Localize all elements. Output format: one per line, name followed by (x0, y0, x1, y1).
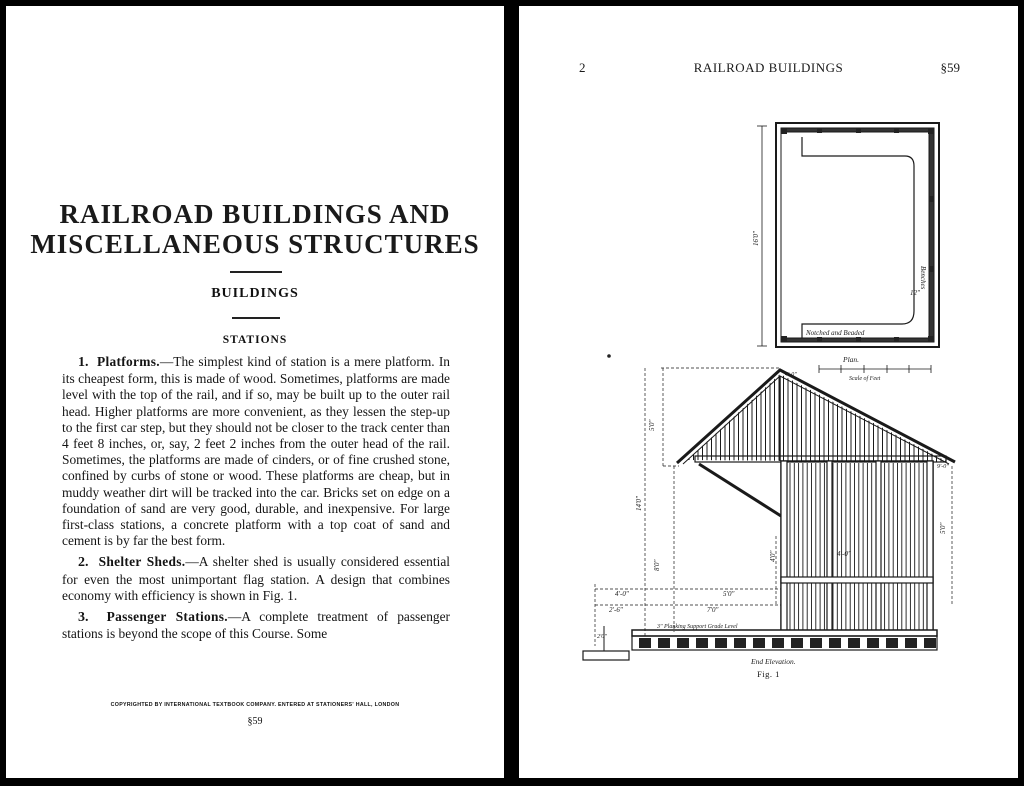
paragraph-heading: Shelter Sheds. (98, 554, 186, 570)
section-divider (232, 317, 280, 319)
document-title-line-2: MISCELLANEOUS STRUCTURES (30, 229, 480, 259)
print-dot (607, 354, 611, 358)
end-elevation (583, 366, 955, 660)
notched-label: Notched and Beaded (806, 329, 865, 337)
side-dim: 5'0" (939, 522, 947, 534)
paragraph-platforms (62, 354, 450, 549)
section-heading: BUILDINGS (211, 286, 299, 301)
overhang-dim-2: 2'-6" (609, 606, 623, 614)
paragraph-heading: Passenger Stations. (106, 609, 228, 625)
paragraph-number: 1. (78, 355, 89, 370)
folio: §59 (247, 716, 263, 727)
platform-joist (677, 638, 689, 648)
platform-joist (924, 638, 936, 648)
section-mark: §59 (940, 60, 960, 75)
platform-joist (753, 638, 765, 648)
paragraph-text: —A shelter shed is usually considered essential for even the most unimportant flag station. A design that combines economy with efficiency is shown in Fig. 1. (62, 554, 450, 603)
platform-joist (848, 638, 860, 648)
elevation-label: End Elevation. (751, 657, 796, 666)
paragraph-text: —A complete treatment of passenger stations is beyond the scope of this Course. Some (62, 609, 450, 642)
total-height-dim: 14'0" (635, 496, 643, 511)
paragraph-number: 3. (78, 610, 89, 626)
platform-joist (734, 638, 746, 648)
platform-joist (867, 638, 879, 648)
platform-joist (696, 638, 708, 648)
subsection-heading: STATIONS (222, 334, 288, 346)
platform-joist (791, 638, 803, 648)
roof-height-dim: 5'0" (648, 419, 656, 431)
copyright-notice: COPYRIGHTED BY INTERNATIONAL TEXTBOOK COMPANY. ENTERED AT STATIONERS' HALL, LONDON (110, 702, 400, 708)
left-page (6, 6, 504, 778)
ridge-dim: 4'-0" (785, 372, 797, 378)
shelter-shed-figure (519, 6, 1018, 778)
platform-joist (715, 638, 727, 648)
plan-label: Plan. (843, 355, 860, 364)
platform-joist (829, 638, 841, 648)
running-title: RAILROAD BUILDINGS (693, 60, 844, 75)
platform-joist (886, 638, 898, 648)
paragraph-number: 2. (78, 555, 89, 571)
paragraph-heading: Platforms. (97, 354, 160, 369)
panel-dim: 4'-0" (837, 550, 851, 558)
page-number: 2 (579, 60, 586, 75)
paragraph-passenger-stations (62, 609, 450, 642)
planking-label: 3" Planking Support Grade Level (657, 624, 738, 630)
document-title-line-1: RAILROAD BUILDINGS AND (59, 199, 451, 229)
platform-joist (658, 638, 670, 648)
platform-joist (905, 638, 917, 648)
overhang-dim-1: 4'-0" (615, 590, 629, 598)
body-text (62, 354, 450, 647)
scale-label: Scale of Feet (849, 376, 881, 382)
wall-height-dim: 8'0" (653, 559, 661, 571)
plan-length-dim: 16'0" (752, 231, 760, 246)
foot-dim: 2'0" (597, 634, 607, 640)
right-page (519, 6, 1018, 778)
span-dim-2: 7'0" (707, 606, 719, 614)
bench-width-dim: 12" (910, 289, 920, 297)
post-dim: 4'0" (769, 550, 777, 562)
span-dim-1: 5'0" (723, 590, 735, 598)
benches-label: Benches (919, 266, 927, 290)
platform-joist (810, 638, 822, 648)
title-divider (230, 271, 282, 273)
platform-joist (772, 638, 784, 648)
figure-caption: Fig. 1 (757, 669, 780, 679)
platform-joist (639, 638, 651, 648)
eave-dim: 9'-0" (937, 464, 949, 470)
paragraph-text: —The simplest kind of station is a mere platform. In its cheapest form, this is made of wood. Sometimes, platforms are made level with the top of the rail, and if so, may be built up to the outer rail head. Higher platforms are more convenient, as they lessen the step-up to the first car step, but they should not be closer to the track center than 4 feet 8 inches, or, say, 2 feet 2 inches from the outer head of the rail. Sometimes, the platforms are made of cinders, or of fine crushed stone, confined by curbs of stone or wood. These platforms are cheap, but in muddy weather dirt will be tracked into the car. Bricks set on edge on a foundation of sand are very good, durable, and inexpensive. For large first-class stations, a concrete platform with a top coat of sand and cement is by far the best form. (62, 354, 451, 549)
paragraph-shelter-sheds (62, 554, 450, 604)
